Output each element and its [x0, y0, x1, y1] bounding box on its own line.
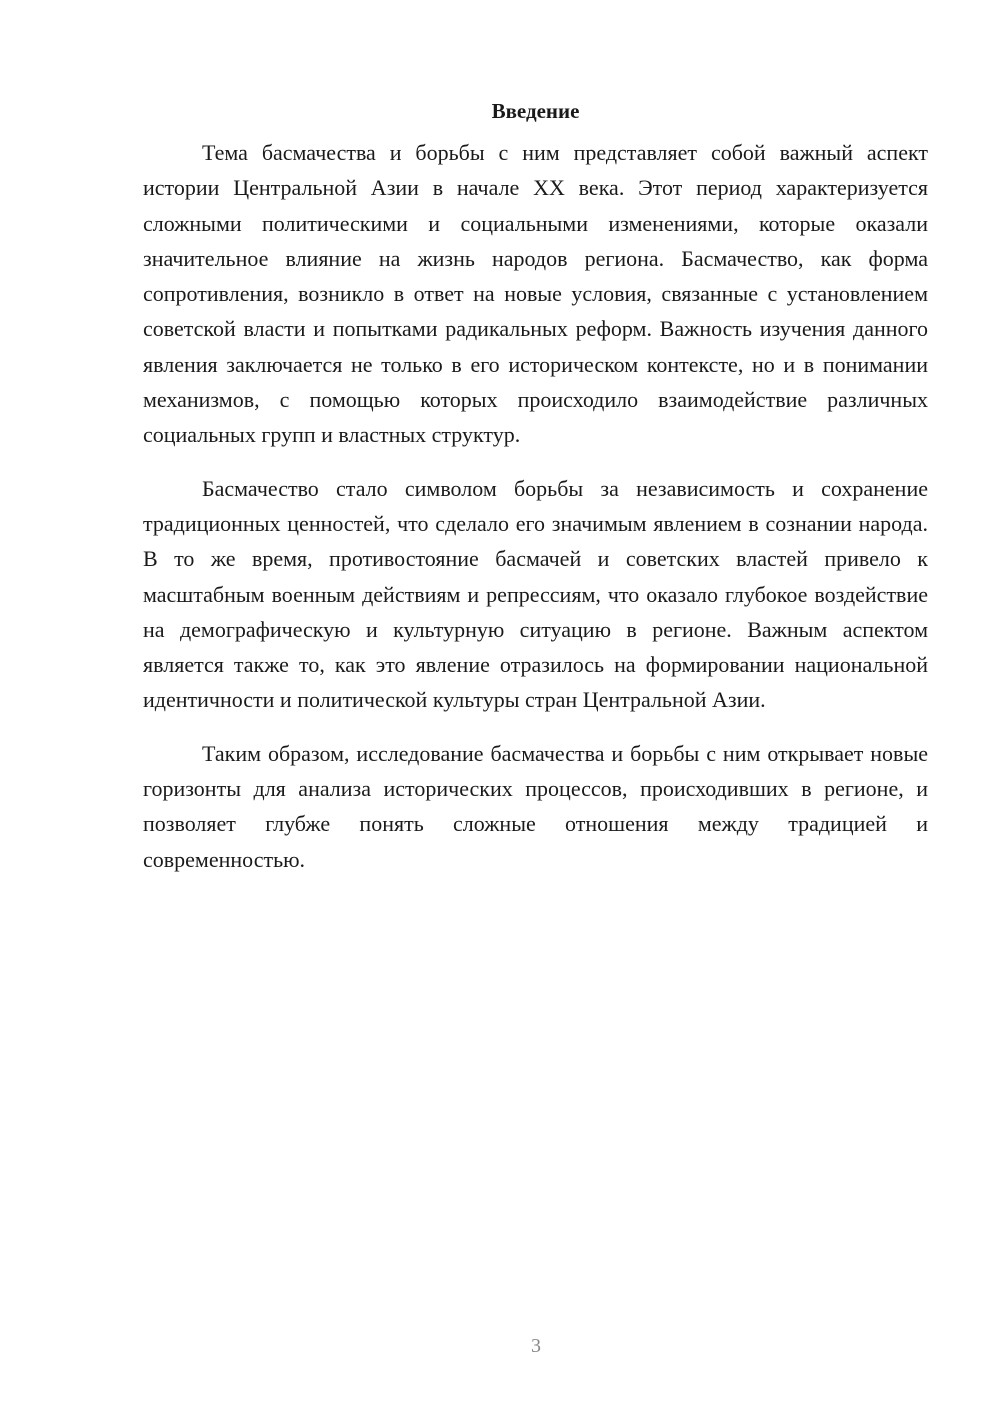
- paragraph-3: Таким образом, исследование басмачества и борьбы с ним открывает новые горизонты для анализа исторических процессов, происходивших в регионе, и позволяет глубже понять сложные отношения между традицией и современностью.: [143, 740, 928, 872]
- paragraph-1: Тема басмачества и борьбы с ним представляет собой важный аспект истории Центральной Азии в начале XX века. Этот период характеризуется сложными политическими и социальными изменениями, которые оказали значительное влияние на жизнь народов региона. Басмачество, как форма сопротивления, возникло в ответ на новые условия, связанные с установлением советской власти и попытками радикальных реформ. Важность изучения данного явления заключается не только в его историческом контексте, но и в понимании механизмов, с помощью которых происходило взаимодействие различных социальных групп и властных структур.: [143, 140, 928, 448]
- paragraph-2: Басмачество стало символом борьбы за независимость и сохранение традиционных ценностей, что сделало его значимым явлением в сознании народа. В то же время, противостояние басмачей и советских властей привело к масштабным военным действиям и репрессиям, что оказало глубокое воздействие на демографическую и культурную ситуацию в регионе. Важным аспектом является также то, как это явление отразилось на формировании национальной идентичности и политической культуры стран Центральной Азии.: [143, 475, 928, 713]
- section-title: Введение: [491, 99, 580, 123]
- page-content: [143, 96, 928, 895]
- page-number: 3: [531, 1335, 541, 1357]
